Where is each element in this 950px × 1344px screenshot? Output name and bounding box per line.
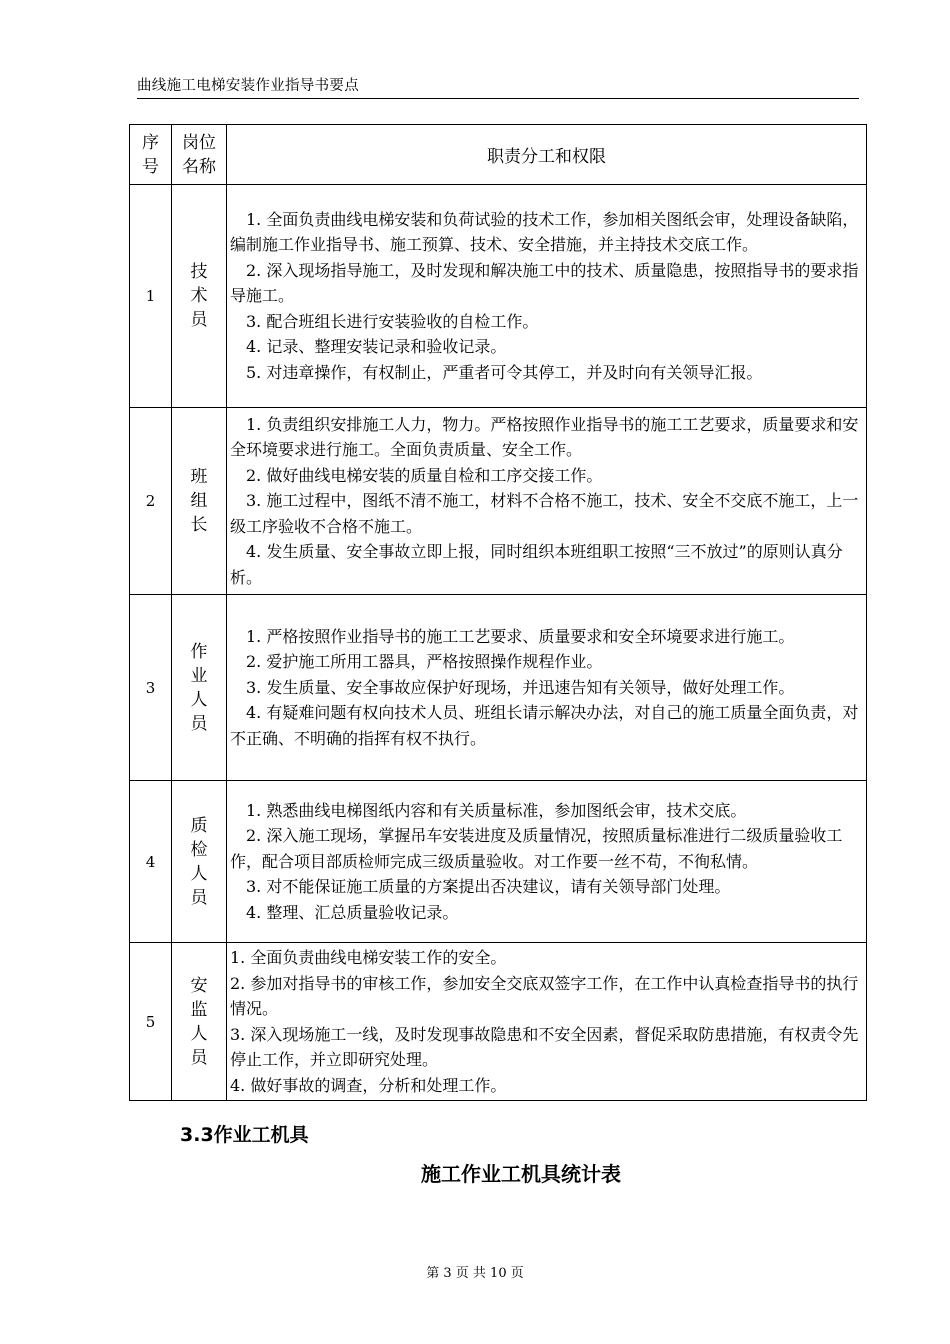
duty-item: 3. 施工过程中，图纸不清不施工，材料不合格不施工，技术、安全不交底不施工，上一级工序验收不合格不施工。 [230, 491, 859, 536]
duty-item: 2. 深入施工现场，掌握吊车安装进度及质量情况，按照质量标准进行二级质量验收工作，配合项目部质检师完成三级质量验收。对工作要一丝不苟，不徇私情。 [230, 826, 843, 871]
page-footer: 第 3 页 共 10 页 [426, 1266, 524, 1281]
duty-item: 2. 做好曲线电梯安装的质量自检和工序交接工作。 [246, 465, 603, 485]
role-name: 技 术 员 [172, 185, 227, 408]
duty-item: 4. 有疑难问题有权向技术人员、班组长请示解决办法，对自己的施工质量全面负责，对不正确、不明确的指挥有权不执行。 [230, 703, 859, 748]
table-row [130, 943, 867, 1101]
header-role: 岗位 名称 [172, 125, 227, 185]
page-header [137, 76, 859, 99]
duty-item: 2. 深入现场指导施工，及时发现和解决施工中的技术、质量隐患，按照指导书的要求指导施工。 [230, 260, 859, 306]
duty-item: 1. 负责组织安排施工人力，物力。严格按照作业指导书的施工工艺要求，质量要求和安全环境要求进行施工。全面负责质量、安全工作。 [230, 414, 859, 460]
table-row [130, 185, 867, 408]
row-number: 5 [130, 943, 172, 1101]
table-row [130, 781, 867, 943]
duty-item: 1. 全面负责曲线电梯安装和负荷试验的技术工作，参加相关图纸会审，处理设备缺陷，编制施工作业指导书、施工预算、技术、安全措施，并主持技术交底工作。 [230, 209, 859, 255]
duty-item: 4. 做好事故的调查，分析和处理工作。 [230, 1075, 507, 1095]
duty-item: 4. 整理、汇总质量验收记录。 [246, 902, 459, 922]
duty-item: 3. 对不能保证施工质量的方案提出否决建议，请有关领导部门处理。 [246, 877, 731, 897]
role-name: 作 业 人 员 [172, 595, 227, 781]
row-number: 2 [130, 408, 172, 595]
role-name: 安 监 人 员 [172, 943, 227, 1101]
responsibility-table [129, 124, 867, 1101]
table-row [130, 595, 867, 781]
row-number: 3 [130, 595, 172, 781]
document-title: 曲线施工电梯安装作业指导书要点 [137, 78, 359, 94]
duty-item: 2. 参加对指导书的审核工作，参加安全交底双签字工作，在工作中认真检查指导书的执行情况。 [230, 973, 859, 1018]
table-row [130, 408, 867, 595]
duty-item: 4. 发生质量、安全事故立即上报，同时组织本班组职工按照“三不放过”的原则认真分析。 [230, 542, 843, 587]
row-number: 4 [130, 781, 172, 943]
duty-cell [227, 408, 867, 595]
duty-item: 3. 发生质量、安全事故应保护好现场，并迅速告知有关领导，做好处理工作。 [246, 677, 795, 697]
duty-item: 3. 深入现场施工一线，及时发现事故隐患和不安全因素，督促采取防患措施，有权责令先停止工作，并立即研究处理。 [230, 1024, 859, 1069]
duty-item: 1. 严格按照作业指导书的施工工艺要求、质量要求和安全环境要求进行施工。 [246, 626, 795, 646]
row-number: 1 [130, 185, 172, 408]
duty-item: 1. 全面负责曲线电梯安装工作的安全。 [230, 948, 507, 967]
duty-cell [227, 595, 867, 781]
header-no: 序 号 [130, 125, 172, 185]
duty-item: 3. 配合班组长进行安装验收的自检工作。 [246, 311, 539, 331]
role-name: 班 组 长 [172, 408, 227, 595]
duty-item: 5. 对违章操作，有权制止，严重者可令其停工，并及时向有关领导汇报。 [246, 362, 763, 382]
tools-table-title: 施工作业工机具统计表 [421, 1162, 621, 1186]
header-duty: 职责分工和权限 [227, 125, 867, 185]
duty-cell [227, 943, 867, 1101]
table-header-row [130, 125, 867, 185]
section-title: 3.3作业工机具 [180, 1124, 309, 1146]
duty-item: 4. 记录、整理安装记录和验收记录。 [246, 337, 507, 357]
duty-item: 2. 爱护施工所用工器具，严格按照操作规程作业。 [246, 652, 603, 672]
duty-item: 1. 熟悉曲线电梯图纸内容和有关质量标准，参加图纸会审，技术交底。 [246, 800, 747, 820]
role-name: 质 检 人 员 [172, 781, 227, 943]
duty-cell [227, 781, 867, 943]
duty-cell [227, 185, 867, 408]
